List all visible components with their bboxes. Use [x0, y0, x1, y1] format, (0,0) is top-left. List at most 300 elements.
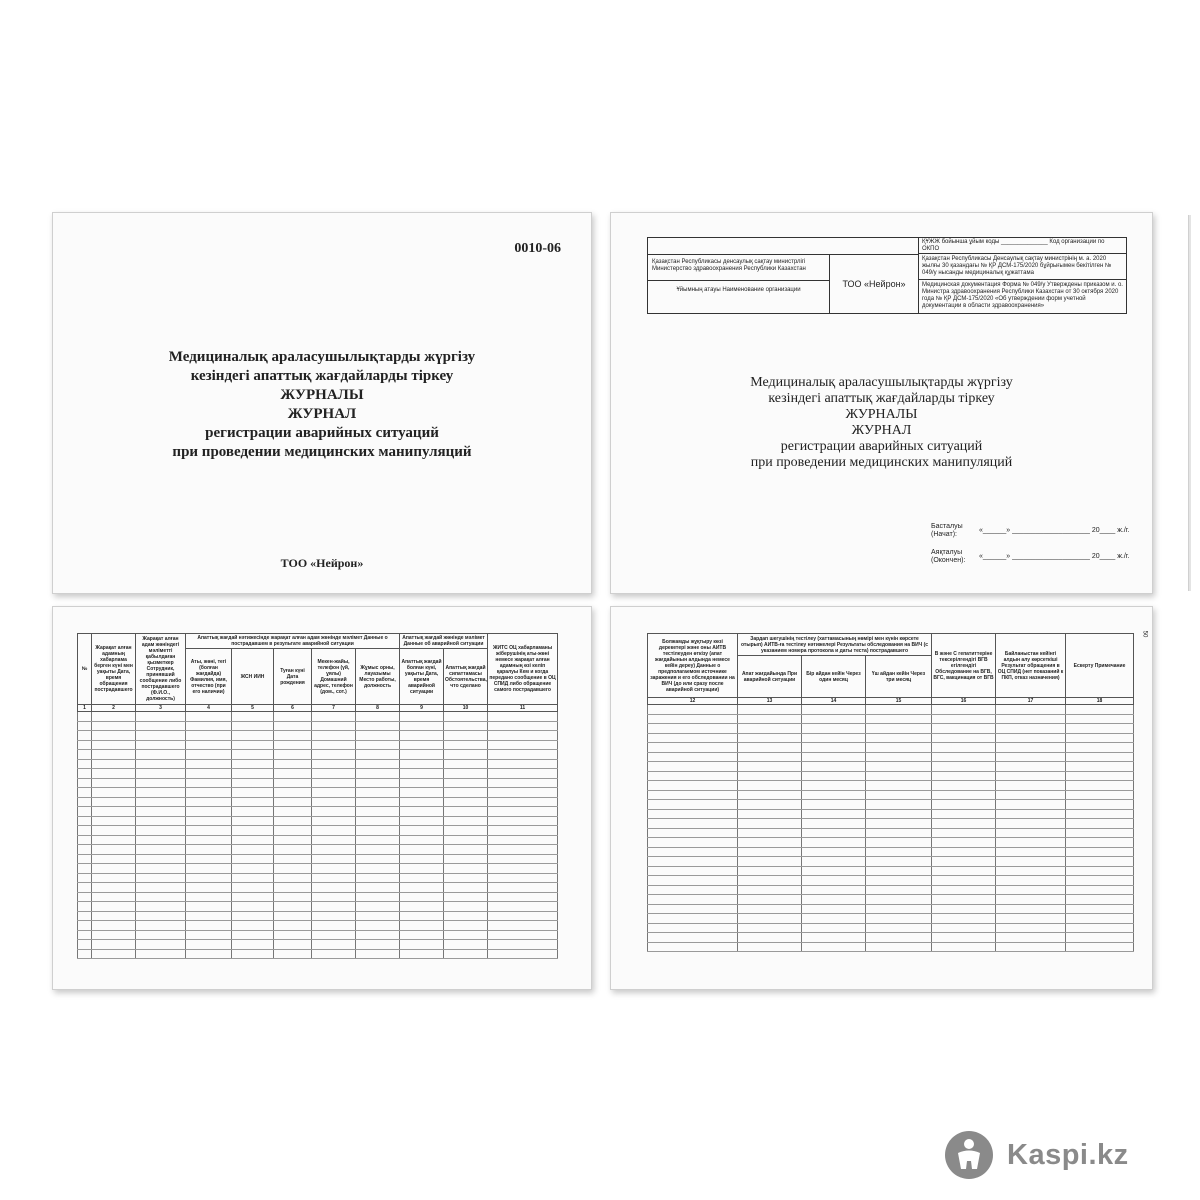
- table-cell[interactable]: [996, 781, 1066, 791]
- table-cell[interactable]: [92, 778, 136, 788]
- table-cell[interactable]: [400, 807, 444, 817]
- table-cell[interactable]: [648, 866, 738, 876]
- table-cell[interactable]: [444, 731, 488, 741]
- table-cell[interactable]: [92, 807, 136, 817]
- table-cell[interactable]: [78, 788, 92, 798]
- table-cell[interactable]: [78, 721, 92, 731]
- table-cell[interactable]: [866, 762, 932, 772]
- table-cell[interactable]: [356, 769, 400, 779]
- table-cell[interactable]: [92, 940, 136, 950]
- table-cell[interactable]: [866, 933, 932, 943]
- table-cell[interactable]: [866, 781, 932, 791]
- table-cell[interactable]: [802, 895, 866, 905]
- table-cell[interactable]: [802, 847, 866, 857]
- table-cell[interactable]: [996, 752, 1066, 762]
- table-cell[interactable]: [932, 714, 996, 724]
- table-cell[interactable]: [78, 902, 92, 912]
- table-cell[interactable]: [312, 921, 356, 931]
- table-cell[interactable]: [400, 835, 444, 845]
- table-cell[interactable]: [78, 892, 92, 902]
- table-cell[interactable]: [312, 769, 356, 779]
- table-cell[interactable]: [1066, 923, 1134, 933]
- table-cell[interactable]: [356, 750, 400, 760]
- table-cell[interactable]: [802, 914, 866, 924]
- table-cell[interactable]: [312, 712, 356, 722]
- table-cell[interactable]: [92, 845, 136, 855]
- table-cell[interactable]: [996, 914, 1066, 924]
- table-cell[interactable]: [400, 883, 444, 893]
- table-cell[interactable]: [136, 949, 186, 959]
- table-cell[interactable]: [738, 838, 802, 848]
- table-cell[interactable]: [78, 797, 92, 807]
- table-cell[interactable]: [866, 714, 932, 724]
- table-cell[interactable]: [186, 759, 232, 769]
- table-cell[interactable]: [186, 740, 232, 750]
- table-cell[interactable]: [78, 740, 92, 750]
- table-cell[interactable]: [488, 864, 558, 874]
- table-cell[interactable]: [186, 892, 232, 902]
- table-cell[interactable]: [488, 807, 558, 817]
- table-cell[interactable]: [400, 854, 444, 864]
- table-cell[interactable]: [996, 705, 1066, 715]
- table-cell[interactable]: [996, 885, 1066, 895]
- table-cell[interactable]: [232, 873, 274, 883]
- table-cell[interactable]: [312, 807, 356, 817]
- table-cell[interactable]: [1066, 705, 1134, 715]
- table-cell[interactable]: [738, 714, 802, 724]
- table-cell[interactable]: [444, 911, 488, 921]
- table-cell[interactable]: [136, 883, 186, 893]
- table-cell[interactable]: [444, 750, 488, 760]
- table-cell[interactable]: [400, 769, 444, 779]
- table-cell[interactable]: [274, 949, 312, 959]
- table-cell[interactable]: [136, 816, 186, 826]
- table-cell[interactable]: [232, 816, 274, 826]
- table-cell[interactable]: [996, 800, 1066, 810]
- table-cell[interactable]: [648, 771, 738, 781]
- table-cell[interactable]: [274, 911, 312, 921]
- table-cell[interactable]: [232, 797, 274, 807]
- table-cell[interactable]: [356, 930, 400, 940]
- table-cell[interactable]: [866, 819, 932, 829]
- table-cell[interactable]: [136, 930, 186, 940]
- table-cell[interactable]: [802, 885, 866, 895]
- table-cell[interactable]: [1066, 819, 1134, 829]
- table-cell[interactable]: [312, 892, 356, 902]
- table-cell[interactable]: [186, 816, 232, 826]
- table-cell[interactable]: [78, 921, 92, 931]
- table-cell[interactable]: [738, 762, 802, 772]
- table-cell[interactable]: [1066, 942, 1134, 952]
- table-cell[interactable]: [92, 769, 136, 779]
- table-cell[interactable]: [738, 819, 802, 829]
- table-cell[interactable]: [400, 826, 444, 836]
- table-cell[interactable]: [356, 759, 400, 769]
- table-cell[interactable]: [356, 797, 400, 807]
- table-cell[interactable]: [356, 892, 400, 902]
- table-cell[interactable]: [1066, 847, 1134, 857]
- table-cell[interactable]: [356, 807, 400, 817]
- table-cell[interactable]: [738, 885, 802, 895]
- table-cell[interactable]: [802, 923, 866, 933]
- table-cell[interactable]: [866, 809, 932, 819]
- table-cell[interactable]: [400, 721, 444, 731]
- table-cell[interactable]: [932, 819, 996, 829]
- table-cell[interactable]: [232, 826, 274, 836]
- table-cell[interactable]: [866, 771, 932, 781]
- table-cell[interactable]: [92, 759, 136, 769]
- table-cell[interactable]: [232, 712, 274, 722]
- table-cell[interactable]: [648, 847, 738, 857]
- table-cell[interactable]: [648, 838, 738, 848]
- table-cell[interactable]: [802, 705, 866, 715]
- table-cell[interactable]: [444, 930, 488, 940]
- table-cell[interactable]: [232, 740, 274, 750]
- table-cell[interactable]: [488, 892, 558, 902]
- table-cell[interactable]: [996, 904, 1066, 914]
- table-cell[interactable]: [232, 854, 274, 864]
- table-cell[interactable]: [274, 835, 312, 845]
- table-cell[interactable]: [78, 750, 92, 760]
- table-cell[interactable]: [738, 942, 802, 952]
- table-cell[interactable]: [444, 902, 488, 912]
- table-cell[interactable]: [78, 778, 92, 788]
- table-cell[interactable]: [866, 914, 932, 924]
- table-cell[interactable]: [232, 759, 274, 769]
- table-cell[interactable]: [400, 731, 444, 741]
- table-cell[interactable]: [356, 826, 400, 836]
- table-cell[interactable]: [78, 835, 92, 845]
- table-cell[interactable]: [866, 752, 932, 762]
- table-cell[interactable]: [1066, 876, 1134, 886]
- table-cell[interactable]: [136, 854, 186, 864]
- table-cell[interactable]: [232, 721, 274, 731]
- table-cell[interactable]: [400, 892, 444, 902]
- table-cell[interactable]: [932, 885, 996, 895]
- table-cell[interactable]: [866, 847, 932, 857]
- table-cell[interactable]: [400, 921, 444, 931]
- table-cell[interactable]: [866, 705, 932, 715]
- table-cell[interactable]: [274, 759, 312, 769]
- table-cell[interactable]: [932, 866, 996, 876]
- table-cell[interactable]: [186, 864, 232, 874]
- table-cell[interactable]: [136, 778, 186, 788]
- table-cell[interactable]: [356, 911, 400, 921]
- table-cell[interactable]: [92, 731, 136, 741]
- table-cell[interactable]: [232, 902, 274, 912]
- table-cell[interactable]: [738, 743, 802, 753]
- table-cell[interactable]: [1066, 857, 1134, 867]
- table-cell[interactable]: [92, 797, 136, 807]
- table-cell[interactable]: [802, 752, 866, 762]
- table-cell[interactable]: [488, 873, 558, 883]
- table-cell[interactable]: [92, 902, 136, 912]
- table-cell[interactable]: [1066, 790, 1134, 800]
- table-cell[interactable]: [136, 902, 186, 912]
- table-cell[interactable]: [136, 797, 186, 807]
- table-cell[interactable]: [356, 883, 400, 893]
- table-cell[interactable]: [802, 876, 866, 886]
- table-cell[interactable]: [186, 921, 232, 931]
- table-cell[interactable]: [312, 864, 356, 874]
- table-cell[interactable]: [1066, 838, 1134, 848]
- table-cell[interactable]: [932, 933, 996, 943]
- table-cell[interactable]: [866, 857, 932, 867]
- table-cell[interactable]: [92, 712, 136, 722]
- table-cell[interactable]: [136, 835, 186, 845]
- table-cell[interactable]: [274, 873, 312, 883]
- table-cell[interactable]: [802, 828, 866, 838]
- table-cell[interactable]: [274, 788, 312, 798]
- table-cell[interactable]: [186, 883, 232, 893]
- table-cell[interactable]: [186, 873, 232, 883]
- table-cell[interactable]: [996, 762, 1066, 772]
- table-cell[interactable]: [1066, 714, 1134, 724]
- table-cell[interactable]: [136, 788, 186, 798]
- table-cell[interactable]: [356, 835, 400, 845]
- table-cell[interactable]: [932, 914, 996, 924]
- table-cell[interactable]: [488, 797, 558, 807]
- table-cell[interactable]: [866, 743, 932, 753]
- table-cell[interactable]: [92, 750, 136, 760]
- table-cell[interactable]: [400, 759, 444, 769]
- table-cell[interactable]: [444, 940, 488, 950]
- table-cell[interactable]: [738, 876, 802, 886]
- table-cell[interactable]: [78, 816, 92, 826]
- table-cell[interactable]: [312, 930, 356, 940]
- table-cell[interactable]: [996, 809, 1066, 819]
- table-cell[interactable]: [932, 781, 996, 791]
- table-cell[interactable]: [136, 712, 186, 722]
- table-cell[interactable]: [932, 847, 996, 857]
- table-cell[interactable]: [866, 800, 932, 810]
- table-cell[interactable]: [312, 731, 356, 741]
- table-cell[interactable]: [648, 895, 738, 905]
- table-cell[interactable]: [186, 949, 232, 959]
- table-cell[interactable]: [996, 866, 1066, 876]
- table-cell[interactable]: [136, 892, 186, 902]
- table-cell[interactable]: [866, 790, 932, 800]
- table-cell[interactable]: [312, 873, 356, 883]
- table-cell[interactable]: [444, 921, 488, 931]
- table-cell[interactable]: [444, 864, 488, 874]
- table-cell[interactable]: [274, 807, 312, 817]
- table-cell[interactable]: [738, 809, 802, 819]
- table-cell[interactable]: [738, 904, 802, 914]
- table-cell[interactable]: [802, 733, 866, 743]
- table-cell[interactable]: [444, 873, 488, 883]
- table-cell[interactable]: [444, 883, 488, 893]
- table-cell[interactable]: [996, 771, 1066, 781]
- table-cell[interactable]: [444, 807, 488, 817]
- table-cell[interactable]: [274, 797, 312, 807]
- table-cell[interactable]: [802, 904, 866, 914]
- table-cell[interactable]: [356, 845, 400, 855]
- table-cell[interactable]: [312, 721, 356, 731]
- table-cell[interactable]: [356, 721, 400, 731]
- table-cell[interactable]: [356, 940, 400, 950]
- table-cell[interactable]: [274, 778, 312, 788]
- table-cell[interactable]: [356, 816, 400, 826]
- table-cell[interactable]: [92, 864, 136, 874]
- table-cell[interactable]: [932, 790, 996, 800]
- table-cell[interactable]: [866, 733, 932, 743]
- table-cell[interactable]: [186, 731, 232, 741]
- table-cell[interactable]: [996, 857, 1066, 867]
- table-cell[interactable]: [92, 816, 136, 826]
- table-cell[interactable]: [400, 778, 444, 788]
- table-cell[interactable]: [186, 835, 232, 845]
- table-cell[interactable]: [738, 923, 802, 933]
- table-cell[interactable]: [1066, 743, 1134, 753]
- table-cell[interactable]: [312, 788, 356, 798]
- table-cell[interactable]: [136, 921, 186, 931]
- table-cell[interactable]: [136, 873, 186, 883]
- table-cell[interactable]: [186, 854, 232, 864]
- table-cell[interactable]: [444, 769, 488, 779]
- table-cell[interactable]: [648, 781, 738, 791]
- table-cell[interactable]: [1066, 800, 1134, 810]
- table-cell[interactable]: [312, 778, 356, 788]
- table-cell[interactable]: [1066, 828, 1134, 838]
- table-cell[interactable]: [78, 769, 92, 779]
- table-cell[interactable]: [932, 705, 996, 715]
- table-cell[interactable]: [444, 759, 488, 769]
- table-cell[interactable]: [400, 930, 444, 940]
- table-cell[interactable]: [932, 743, 996, 753]
- table-cell[interactable]: [92, 930, 136, 940]
- table-cell[interactable]: [232, 845, 274, 855]
- table-cell[interactable]: [802, 762, 866, 772]
- table-cell[interactable]: [488, 740, 558, 750]
- table-cell[interactable]: [136, 864, 186, 874]
- table-cell[interactable]: [92, 873, 136, 883]
- table-cell[interactable]: [186, 930, 232, 940]
- table-cell[interactable]: [136, 911, 186, 921]
- table-cell[interactable]: [1066, 904, 1134, 914]
- table-cell[interactable]: [1066, 914, 1134, 924]
- table-cell[interactable]: [312, 816, 356, 826]
- table-cell[interactable]: [802, 838, 866, 848]
- table-cell[interactable]: [802, 857, 866, 867]
- table-cell[interactable]: [738, 733, 802, 743]
- table-cell[interactable]: [802, 724, 866, 734]
- table-cell[interactable]: [996, 828, 1066, 838]
- table-cell[interactable]: [274, 864, 312, 874]
- table-cell[interactable]: [232, 911, 274, 921]
- table-cell[interactable]: [802, 800, 866, 810]
- table-cell[interactable]: [78, 873, 92, 883]
- table-cell[interactable]: [274, 883, 312, 893]
- table-cell[interactable]: [866, 904, 932, 914]
- table-cell[interactable]: [232, 769, 274, 779]
- table-cell[interactable]: [932, 895, 996, 905]
- table-cell[interactable]: [932, 752, 996, 762]
- table-cell[interactable]: [488, 721, 558, 731]
- table-cell[interactable]: [312, 835, 356, 845]
- table-cell[interactable]: [232, 883, 274, 893]
- table-cell[interactable]: [866, 876, 932, 886]
- table-cell[interactable]: [866, 838, 932, 848]
- table-cell[interactable]: [136, 750, 186, 760]
- table-cell[interactable]: [1066, 724, 1134, 734]
- table-cell[interactable]: [274, 712, 312, 722]
- table-cell[interactable]: [802, 809, 866, 819]
- table-cell[interactable]: [488, 883, 558, 893]
- table-cell[interactable]: [136, 721, 186, 731]
- table-cell[interactable]: [232, 731, 274, 741]
- table-cell[interactable]: [186, 750, 232, 760]
- table-cell[interactable]: [444, 721, 488, 731]
- table-cell[interactable]: [488, 826, 558, 836]
- table-cell[interactable]: [932, 762, 996, 772]
- table-cell[interactable]: [92, 892, 136, 902]
- table-cell[interactable]: [738, 800, 802, 810]
- table-cell[interactable]: [738, 895, 802, 905]
- table-cell[interactable]: [648, 819, 738, 829]
- start-date-field[interactable]: «______» ____________________ 20____ ж./г.: [979, 527, 1130, 534]
- table-cell[interactable]: [488, 854, 558, 864]
- table-cell[interactable]: [274, 930, 312, 940]
- table-cell[interactable]: [274, 816, 312, 826]
- table-cell[interactable]: [444, 845, 488, 855]
- table-cell[interactable]: [312, 949, 356, 959]
- table-cell[interactable]: [932, 857, 996, 867]
- table-cell[interactable]: [1066, 781, 1134, 791]
- table-cell[interactable]: [274, 721, 312, 731]
- table-cell[interactable]: [136, 759, 186, 769]
- table-cell[interactable]: [274, 750, 312, 760]
- table-cell[interactable]: [356, 788, 400, 798]
- table-cell[interactable]: [232, 864, 274, 874]
- table-cell[interactable]: [996, 743, 1066, 753]
- table-cell[interactable]: [186, 940, 232, 950]
- table-cell[interactable]: [802, 790, 866, 800]
- table-cell[interactable]: [1066, 866, 1134, 876]
- table-cell[interactable]: [996, 838, 1066, 848]
- table-cell[interactable]: [996, 933, 1066, 943]
- table-cell[interactable]: [186, 778, 232, 788]
- table-cell[interactable]: [802, 866, 866, 876]
- table-cell[interactable]: [932, 923, 996, 933]
- table-cell[interactable]: [996, 819, 1066, 829]
- table-cell[interactable]: [92, 854, 136, 864]
- table-cell[interactable]: [400, 797, 444, 807]
- table-cell[interactable]: [996, 895, 1066, 905]
- table-cell[interactable]: [802, 933, 866, 943]
- table-cell[interactable]: [648, 733, 738, 743]
- table-cell[interactable]: [648, 809, 738, 819]
- table-cell[interactable]: [232, 892, 274, 902]
- table-cell[interactable]: [738, 781, 802, 791]
- table-cell[interactable]: [136, 826, 186, 836]
- table-cell[interactable]: [932, 809, 996, 819]
- table-cell[interactable]: [274, 769, 312, 779]
- table-cell[interactable]: [232, 940, 274, 950]
- table-cell[interactable]: [996, 714, 1066, 724]
- table-cell[interactable]: [312, 750, 356, 760]
- table-cell[interactable]: [488, 788, 558, 798]
- table-cell[interactable]: [738, 866, 802, 876]
- table-cell[interactable]: [136, 740, 186, 750]
- table-cell[interactable]: [444, 826, 488, 836]
- table-cell[interactable]: [136, 769, 186, 779]
- table-cell[interactable]: [312, 797, 356, 807]
- table-cell[interactable]: [996, 733, 1066, 743]
- table-cell[interactable]: [92, 721, 136, 731]
- table-cell[interactable]: [400, 949, 444, 959]
- table-cell[interactable]: [648, 743, 738, 753]
